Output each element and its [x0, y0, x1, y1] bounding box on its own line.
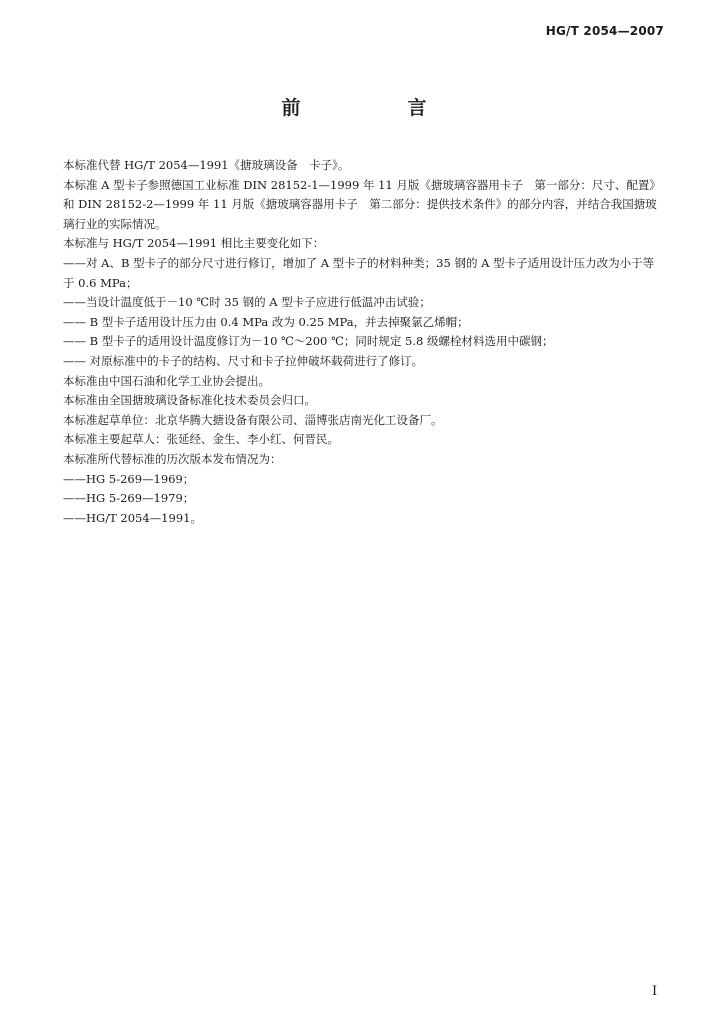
- paragraph-drafters: 本标准主要起草人：张延经、金生、李小红、何晋民。: [63, 432, 339, 447]
- paragraph-proposed-by: 本标准由中国石油和化学工业协会提出。: [63, 373, 270, 388]
- history-item-1969: ——HG 5-269—1969；: [63, 471, 195, 486]
- paragraph-changes-intro: 本标准与 HG/T 2054—1991 相比主要变化如下：: [63, 236, 325, 251]
- change-item-b-pressure: —— B 型卡子适用设计压力由 0.4 MPa 改为 0.25 MPa，并去掉聚氯乙烯帽；: [63, 314, 469, 329]
- paragraph-under-jurisdiction: 本标准由全国搪玻璃设备标准化技术委员会归口。: [63, 393, 316, 408]
- history-item-1991: ——HG/T 2054—1991。: [63, 510, 202, 525]
- paragraph-reference-din: 本标准 A 型卡子参照德国工业标准 DIN 28152-1—1999 年 11 月版《搪玻璃容器用卡子 第一部分：尺寸、配置》和 DIN 28152-2—1999 年 11 月版《搪玻璃容器用卡子 第二部分：提供技术条件》的部分内容，并结合我国搪玻璃行业的实际情况。: [63, 177, 661, 231]
- history-item-1979: ——HG 5-269—1979；: [63, 491, 195, 506]
- change-item-structure: —— 对原标准中的卡子的结构、尺寸和卡子拉伸破坏载荷进行了修订。: [63, 353, 424, 368]
- paragraph-replaces: 本标准代替 HG/T 2054—1991《搪玻璃设备 卡子》。: [63, 158, 350, 172]
- page-title: 前 言: [281, 97, 471, 119]
- page-number: I: [652, 984, 658, 999]
- change-item-impact-test: ——当设计温度低于－10 ℃时 35 钢的 A 型卡子应进行低温冲击试验；: [63, 295, 431, 310]
- standard-code-header: HG/T 2054—2007: [545, 24, 664, 38]
- change-item-dimensions: ——对 A、B 型卡子的部分尺寸进行修订，增加了 A 型卡子的材料种类；35 钢的 A 型卡子适用设计压力改为小于等于 0.6 MPa；: [63, 255, 655, 290]
- paragraph-drafting-units: 本标准起草单位：北京华腾大搪设备有限公司、淄博张店南光化工设备厂。: [63, 412, 443, 427]
- change-item-b-temperature: —— B 型卡子的适用设计温度修订为－10 ℃～200 ℃；同时规定 5.8 级螺栓材料选用中碳钢；: [63, 334, 554, 349]
- paragraph-history-intro: 本标准所代替标准的历次版本发布情况为：: [63, 451, 282, 466]
- foreword-body: [63, 156, 663, 528]
